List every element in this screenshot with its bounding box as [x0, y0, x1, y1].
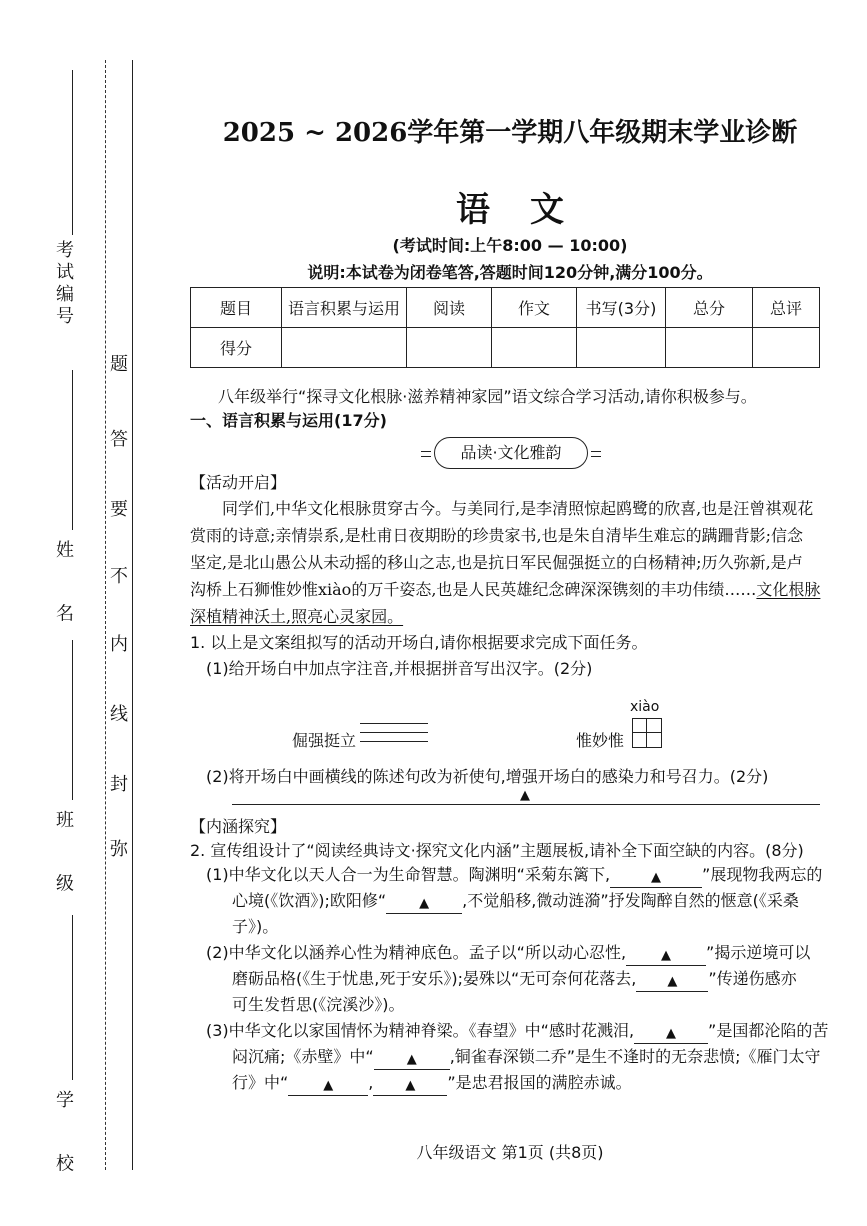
question-text: ,铜雀春深锁二乔”是生不逢时的无奈悲愤;《雁门太守 [449, 1047, 821, 1066]
seal-char: 题 [110, 354, 128, 375]
subject-title: 语文 [456, 190, 604, 230]
page-footer: 八年级语文 第1页 (共8页) [416, 1143, 604, 1162]
score-row-label: 得分 [191, 328, 282, 368]
triangle-marker: ▲ [667, 974, 678, 989]
question-2: 2. 宣传组设计了“阅读经典诗文·探究文化内涵”主题展板,请补全下面空缺的内容。(8分) [190, 841, 804, 860]
table-header-cell: 阅读 [407, 288, 492, 328]
triangle-marker: ▲ [406, 1052, 417, 1067]
intro-text: 八年级举行“探寻文化根脉·滋养精神家园”语文综合学习活动,请你积极参与。 [218, 387, 757, 406]
class-blank[interactable] [72, 640, 73, 800]
triangle-marker: ▲ [651, 870, 662, 885]
binding-dashed-line [105, 60, 106, 1170]
exam-number-label: 考试编号 [53, 240, 74, 328]
triangle-marker: ▲ [405, 1078, 416, 1093]
answer-triangle: ▲ [520, 788, 530, 803]
question-2-2-line2 [232, 966, 797, 992]
table-row [191, 328, 820, 368]
exam-note: 说明:本试卷为闭卷笔答,答题时间120分钟,满分100分。 [307, 263, 713, 282]
question-2-3-line1 [206, 1018, 828, 1044]
question-text: 闷沉痛;《赤壁》中“ [232, 1047, 374, 1066]
table-header-cell: 总评 [753, 288, 820, 328]
answer-blank[interactable] [374, 1047, 450, 1070]
pinyin-label: xiào [630, 699, 660, 715]
name-label: 姓 名 [53, 540, 74, 642]
score-cell[interactable] [577, 328, 666, 368]
question-2-1-line3: 子》)。 [232, 917, 279, 936]
pinyin-answer-lines[interactable] [360, 723, 428, 751]
question-2-3-line2 [232, 1044, 820, 1070]
question-2-3-line3 [232, 1070, 632, 1096]
section-heading: 一、语言积累与运用(17分) [190, 411, 387, 430]
question-2-2-line3: 可生发哲思(《浣溪沙》)。 [232, 995, 405, 1014]
passage-underlined: 文化根脉 [756, 580, 821, 599]
question-text: ,不觉船移,微动涟漪”抒发陶醉自然的惬意(《采桑 [462, 891, 799, 910]
question-text: 磨砺品格(《生于忧患,死于安乐》);晏殊以“无可奈何花落去, [232, 969, 637, 988]
question-text: (1)中华文化以天人合一为生命智慧。陶渊明“采菊东篱下, [206, 865, 611, 884]
section-title: 品读·文化雅韵 [460, 443, 562, 462]
answer-blank[interactable] [373, 1073, 447, 1096]
triangle-marker: ▲ [323, 1078, 334, 1093]
table-header-cell: 作文 [492, 288, 577, 328]
table-header-cell: 题目 [191, 288, 282, 328]
binding-solid-line [132, 60, 133, 1170]
exam-title: 2025 ~ 2026学年第一学期八年级期末学业诊断 [222, 118, 798, 148]
section-title-box [434, 437, 588, 469]
character-writing-box[interactable] [632, 718, 662, 748]
passage-line: 同学们,中华文化根脉贯穿古今。与美同行,是李清照惊起鸥鹭的欣喜,也是汪曾祺观花 [222, 499, 814, 518]
passage-line: 沟桥上石狮惟妙惟xiào的万千姿态,也是人民英雄纪念碑深深镌刻的丰功伟绩…… [190, 580, 757, 599]
score-cell[interactable] [666, 328, 753, 368]
question-text: ”揭示逆境可以 [706, 943, 811, 962]
score-cell[interactable] [492, 328, 577, 368]
answer-blank[interactable] [636, 969, 708, 992]
question-1-2: (2)将开场白中画横线的陈述句改为祈使句,增强开场白的感染力和号召力。(2分) [206, 767, 769, 786]
activity-label: 【内涵探究】 [190, 817, 287, 836]
answer-line[interactable] [232, 804, 820, 805]
seal-char: 要 [110, 499, 128, 520]
question-text: ”传递伤感亦 [708, 969, 797, 988]
table-header-cell: 语言积累与运用 [282, 288, 407, 328]
school-blank[interactable] [72, 915, 73, 1080]
name-blank[interactable] [72, 370, 73, 530]
triangle-marker: ▲ [661, 948, 672, 963]
table-row [191, 288, 820, 328]
passage-underlined-last: 深植精神沃土,照亮心灵家园。 [190, 607, 404, 626]
seal-char: 内 [110, 634, 128, 655]
answer-blank[interactable] [634, 1021, 708, 1044]
passage-line-wrap [190, 576, 820, 603]
passage-line: 赏雨的诗意;亲情崇系,是杜甫日夜期盼的珍贵家书,也是朱自清毕生难忘的蹒跚背影;信念 [190, 526, 803, 545]
question-text: 行》中“ [232, 1073, 289, 1092]
passage-line: 坚定,是北山愚公从未动摇的移山之志,也是抗日军民倔强挺立的白杨精神;历久弥新,是卢 [190, 553, 803, 572]
class-label: 班 级 [53, 810, 74, 912]
answer-blank[interactable] [626, 943, 706, 966]
exam-number-blank[interactable] [72, 70, 73, 235]
answer-blank[interactable] [610, 865, 702, 888]
triangle-marker: ▲ [419, 896, 430, 911]
triangle-marker: ▲ [666, 1026, 677, 1041]
seal-char: 不 [110, 566, 128, 587]
school-label: 学 校 [53, 1090, 74, 1192]
seal-char: 封 [110, 774, 128, 795]
seal-char: 线 [110, 704, 128, 725]
word-with-blank: 惟妙惟 [576, 731, 625, 750]
table-header-cell: 书写(3分) [577, 288, 666, 328]
question-2-1-line2 [232, 888, 799, 914]
activity-label: 【活动开启】 [190, 473, 287, 492]
question-text: (3)中华文化以家国情怀为精神脊梁。《春望》中“感时花溅泪, [206, 1021, 635, 1040]
question-text: (2)中华文化以涵养心性为精神底色。孟子以“所以动心忍性, [206, 943, 627, 962]
question-text: 心境(《饮酒》);欧阳修“ [232, 891, 387, 910]
answer-blank[interactable] [386, 891, 462, 914]
seal-char: 弥 [110, 839, 128, 860]
score-cell[interactable] [407, 328, 492, 368]
answer-blank[interactable] [288, 1073, 368, 1096]
score-cell[interactable] [753, 328, 820, 368]
question-1: 1. 以上是文案组拟写的活动开场白,请你根据要求完成下面任务。 [190, 633, 648, 652]
score-table [190, 287, 820, 368]
question-text: ”是国都沦陷的苦 [708, 1021, 829, 1040]
seal-char: 答 [110, 429, 128, 450]
question-text: , [368, 1073, 374, 1092]
exam-time: (考试时间:上午8:00 — 10:00) [392, 236, 628, 255]
table-header-cell: 总分 [666, 288, 753, 328]
word-with-dot: 倔强挺立 [292, 731, 357, 750]
question-2-1-line1 [206, 862, 822, 888]
score-cell[interactable] [282, 328, 407, 368]
question-text: ”是忠君报国的满腔赤诚。 [447, 1073, 632, 1092]
question-1-1: (1)给开场白中加点字注音,并根据拼音写出汉字。(2分) [206, 659, 593, 678]
question-2-2-line1 [206, 940, 810, 966]
question-text: ”展现物我两忘的 [702, 865, 823, 884]
